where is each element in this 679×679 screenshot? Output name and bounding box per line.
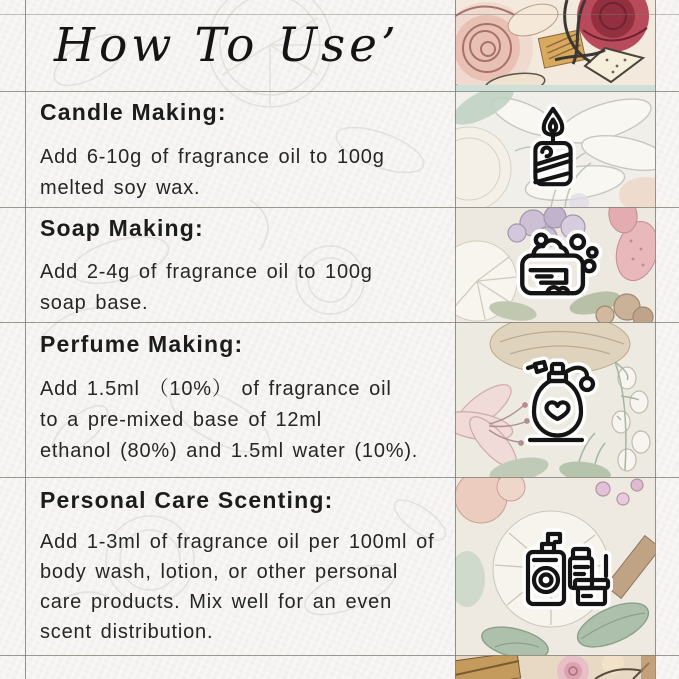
left-frame-line	[25, 0, 26, 679]
top-frame-line	[0, 14, 679, 15]
heading-soap-making: Soap Making:	[40, 215, 204, 241]
body-line: Add 2-4g of fragrance oil to 100g	[40, 261, 373, 283]
body-line: Add 6-10g of fragrance oil to 100g	[40, 146, 385, 168]
body-soap-making	[40, 257, 373, 319]
divider-soap-perfume	[0, 322, 679, 323]
candle-icon	[518, 103, 588, 193]
body-line: scent distribution.	[40, 621, 214, 643]
body-line: melted soy wax.	[40, 177, 201, 199]
body-line: ethanol (80%) and 1.5ml water (10%).	[40, 440, 419, 462]
body-personal-care-scenting	[40, 527, 434, 647]
body-line: Add 1-3ml of fragrance oil per 100ml of	[40, 531, 435, 553]
body-candle-making	[40, 142, 385, 204]
framed-rose-strip	[455, 655, 655, 679]
body-line: Add 1.5ml （10%） of fragrance oil	[40, 378, 392, 400]
body-line: to a pre-mixed base of 12ml	[40, 409, 323, 431]
text-column-right-line	[455, 0, 456, 679]
divider-candle-soap	[0, 207, 679, 208]
divider-perfume-personal	[0, 477, 679, 478]
divider-title	[0, 91, 679, 92]
toiletries-icon	[519, 522, 613, 614]
heading-personal-care-scenting: Personal Care Scenting:	[40, 487, 334, 513]
perfume-atomizer-icon	[515, 356, 601, 448]
body-perfume-making	[40, 374, 418, 467]
divider-bottom	[0, 655, 679, 656]
body-line: soap base.	[40, 292, 149, 314]
decor-column-right-line	[655, 0, 656, 679]
page-title: How To Use’	[54, 18, 400, 73]
body-line: body wash, lotion, or other personal	[40, 561, 399, 583]
heading-perfume-making: Perfume Making:	[40, 331, 244, 357]
soap-bar-icon	[516, 228, 608, 304]
body-line: care products. Mix well for an even	[40, 591, 393, 613]
heading-candle-making: Candle Making:	[40, 99, 227, 125]
